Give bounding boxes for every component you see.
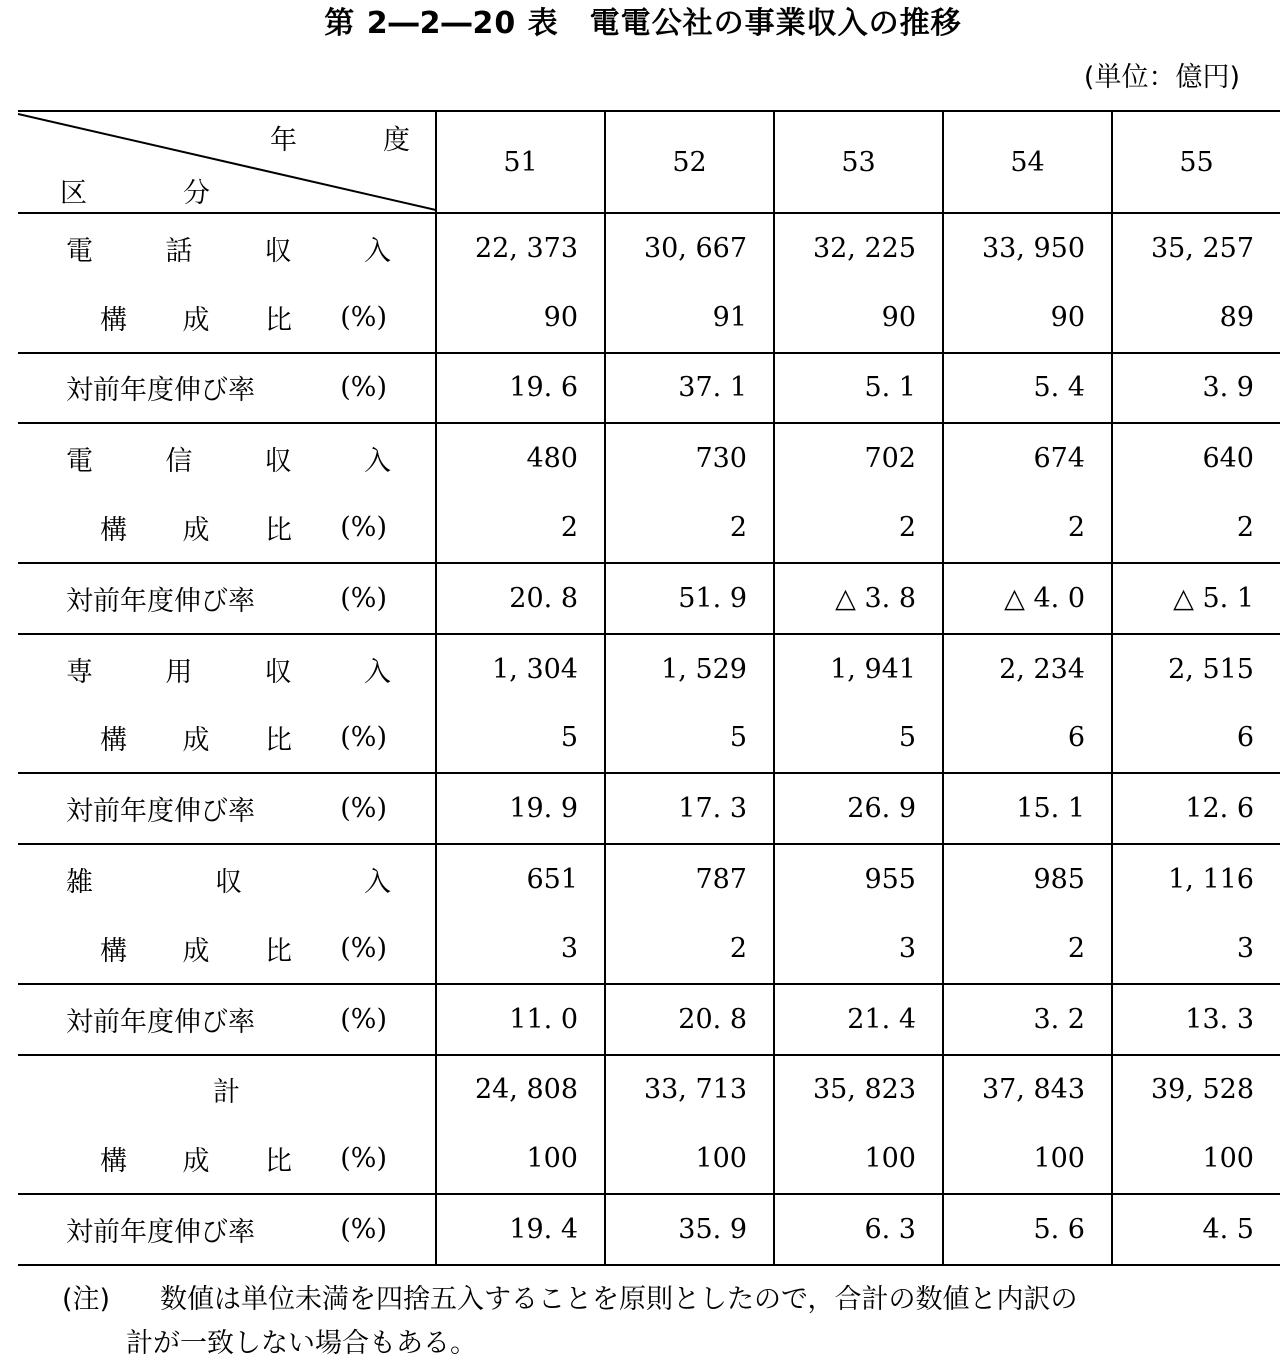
footnote-line-1: 数値は単位未満を四捨五入することを原則としたので，合計の数値と内訳の bbox=[160, 1284, 1078, 1315]
table-row bbox=[18, 213, 1280, 283]
value-cell: 6. 3 bbox=[774, 1194, 943, 1265]
value-cell: 955 bbox=[774, 844, 943, 914]
table-row bbox=[18, 984, 1280, 1055]
share-label-char: 成 bbox=[182, 725, 210, 757]
category-name-char: 収 bbox=[264, 656, 292, 688]
value-cell: 1, 941 bbox=[774, 634, 943, 704]
row-label-cell bbox=[18, 353, 436, 424]
share-label-char: 比 bbox=[265, 935, 292, 967]
value-cell: 19. 4 bbox=[436, 1194, 605, 1265]
value-cell: 20. 8 bbox=[605, 984, 774, 1055]
value-cell: △ 4. 0 bbox=[943, 563, 1112, 634]
value-cell: 2 bbox=[436, 493, 605, 563]
value-cell: 6 bbox=[943, 704, 1112, 774]
header-year-char: 度 bbox=[383, 125, 410, 156]
table-row bbox=[18, 1194, 1280, 1265]
category-name-char: 入 bbox=[363, 235, 391, 267]
category-name-char: 入 bbox=[363, 446, 391, 478]
value-cell: 100 bbox=[943, 1124, 1112, 1194]
growth-label: 対前年度伸び率 bbox=[66, 1217, 255, 1249]
header-year-cell: 55 bbox=[1112, 111, 1280, 213]
value-cell: 26. 9 bbox=[774, 773, 943, 844]
header-category-char: 区 bbox=[60, 178, 87, 209]
value-cell: 5. 1 bbox=[774, 353, 943, 424]
value-cell: 19. 9 bbox=[436, 773, 605, 844]
share-unit: (%) bbox=[340, 1143, 387, 1175]
share-unit: (%) bbox=[340, 301, 387, 333]
value-cell: 90 bbox=[774, 283, 943, 353]
growth-label: 対前年度伸び率 bbox=[66, 1006, 255, 1038]
table-row bbox=[18, 353, 1280, 424]
header-category-char: 分 bbox=[183, 178, 210, 209]
value-cell: 89 bbox=[1112, 283, 1280, 353]
table-row bbox=[18, 283, 1280, 353]
category-name-char: 収 bbox=[264, 235, 292, 267]
header-year-cell: 53 bbox=[774, 111, 943, 213]
share-label-char: 構 bbox=[100, 515, 127, 547]
value-cell: 1, 304 bbox=[436, 634, 605, 704]
value-cell: 100 bbox=[1112, 1124, 1280, 1194]
share-unit: (%) bbox=[340, 722, 387, 754]
share-label-char: 比 bbox=[265, 725, 292, 757]
table-row bbox=[18, 1124, 1280, 1194]
unit-label: (単位：億円) bbox=[1083, 62, 1240, 93]
value-cell: 2, 234 bbox=[943, 634, 1112, 704]
value-cell: 702 bbox=[774, 423, 943, 493]
value-cell: 51. 9 bbox=[605, 563, 774, 634]
value-cell: 33, 950 bbox=[943, 213, 1112, 283]
value-cell: 100 bbox=[605, 1124, 774, 1194]
value-cell: 5. 4 bbox=[943, 353, 1112, 424]
value-cell: 100 bbox=[436, 1124, 605, 1194]
table-row bbox=[18, 914, 1280, 984]
value-cell: 19. 6 bbox=[436, 353, 605, 424]
row-label-cell bbox=[18, 1194, 436, 1265]
row-label-cell bbox=[18, 1124, 436, 1194]
value-cell: 37. 1 bbox=[605, 353, 774, 424]
value-cell: 3 bbox=[1112, 914, 1280, 984]
share-label-char: 成 bbox=[182, 304, 210, 336]
value-cell: 2 bbox=[774, 493, 943, 563]
value-cell: 985 bbox=[943, 844, 1112, 914]
value-cell: 17. 3 bbox=[605, 773, 774, 844]
value-cell: 730 bbox=[605, 423, 774, 493]
row-label-cell bbox=[18, 984, 436, 1055]
value-cell: 3 bbox=[774, 914, 943, 984]
value-cell: 4. 5 bbox=[1112, 1194, 1280, 1265]
value-cell: 15. 1 bbox=[943, 773, 1112, 844]
share-label-char: 比 bbox=[265, 1146, 292, 1178]
table-title: 第 2―2―20 表 電電公社の事業収入の推移 bbox=[324, 6, 962, 41]
category-name-char: 収 bbox=[264, 446, 292, 478]
growth-unit: (%) bbox=[340, 793, 387, 825]
category-name-char: 収 bbox=[215, 867, 242, 899]
value-cell: 2 bbox=[605, 493, 774, 563]
row-label-cell bbox=[18, 844, 436, 914]
share-unit: (%) bbox=[340, 932, 387, 964]
value-cell: 2, 515 bbox=[1112, 634, 1280, 704]
value-cell: 100 bbox=[774, 1124, 943, 1194]
value-cell: 35, 823 bbox=[774, 1055, 943, 1125]
value-cell: 787 bbox=[605, 844, 774, 914]
value-cell: 12. 6 bbox=[1112, 773, 1280, 844]
row-label-cell bbox=[18, 213, 436, 283]
value-cell: 1, 529 bbox=[605, 634, 774, 704]
value-cell: 2 bbox=[943, 493, 1112, 563]
value-cell: 1, 116 bbox=[1112, 844, 1280, 914]
category-name-char: 話 bbox=[165, 235, 193, 267]
growth-unit: (%) bbox=[340, 582, 387, 614]
value-cell: 32, 225 bbox=[774, 213, 943, 283]
value-cell: △ 3. 8 bbox=[774, 563, 943, 634]
value-cell: 35, 257 bbox=[1112, 213, 1280, 283]
share-label-char: 構 bbox=[100, 935, 127, 967]
row-label-cell bbox=[18, 914, 436, 984]
header-corner-cell bbox=[18, 111, 436, 213]
header-category-label bbox=[60, 171, 210, 210]
share-unit: (%) bbox=[340, 512, 387, 544]
share-label-char: 成 bbox=[182, 935, 210, 967]
row-label-cell bbox=[18, 634, 436, 704]
value-cell: 91 bbox=[605, 283, 774, 353]
growth-unit: (%) bbox=[340, 1003, 387, 1035]
value-cell: 2 bbox=[943, 914, 1112, 984]
value-cell: 5 bbox=[436, 704, 605, 774]
value-cell: 651 bbox=[436, 844, 605, 914]
category-name-char: 電 bbox=[66, 446, 93, 478]
value-cell: 5 bbox=[774, 704, 943, 774]
header-row bbox=[18, 111, 1280, 213]
table-row bbox=[18, 493, 1280, 563]
header-year-cell: 51 bbox=[436, 111, 605, 213]
value-cell: 3 bbox=[436, 914, 605, 984]
category-name-char: 入 bbox=[364, 867, 391, 899]
value-cell: 33, 713 bbox=[605, 1055, 774, 1125]
header-year-char: 年 bbox=[270, 125, 297, 156]
share-label-char: 比 bbox=[265, 515, 292, 547]
value-cell: 39, 528 bbox=[1112, 1055, 1280, 1125]
value-cell: 11. 0 bbox=[436, 984, 605, 1055]
share-label-char: 構 bbox=[100, 304, 127, 336]
value-cell: 3. 9 bbox=[1112, 353, 1280, 424]
category-name-char: 専 bbox=[66, 656, 93, 688]
value-cell: 480 bbox=[436, 423, 605, 493]
share-label-char: 成 bbox=[182, 515, 210, 547]
row-label-cell bbox=[18, 423, 436, 493]
table-row bbox=[18, 844, 1280, 914]
table-row bbox=[18, 563, 1280, 634]
header-year-label bbox=[270, 118, 410, 157]
table-row bbox=[18, 704, 1280, 774]
row-label-cell bbox=[18, 563, 436, 634]
value-cell: 37, 843 bbox=[943, 1055, 1112, 1125]
header-year-cell: 54 bbox=[943, 111, 1112, 213]
category-name-char: 用 bbox=[165, 656, 193, 688]
category-name-char: 信 bbox=[165, 446, 193, 478]
row-label-cell bbox=[18, 493, 436, 563]
value-cell: △ 5. 1 bbox=[1112, 563, 1280, 634]
growth-label: 対前年度伸び率 bbox=[66, 375, 255, 407]
row-label-cell bbox=[18, 773, 436, 844]
table-row bbox=[18, 634, 1280, 704]
row-label-cell bbox=[18, 283, 436, 353]
category-name-char: 計 bbox=[213, 1077, 240, 1109]
growth-label: 対前年度伸び率 bbox=[66, 585, 255, 617]
share-label-char: 成 bbox=[182, 1146, 210, 1178]
share-label-char: 比 bbox=[265, 304, 292, 336]
category-name-char: 入 bbox=[363, 656, 391, 688]
value-cell: 2 bbox=[605, 914, 774, 984]
value-cell: 30, 667 bbox=[605, 213, 774, 283]
category-name-char: 電 bbox=[66, 235, 93, 267]
table-row bbox=[18, 773, 1280, 844]
value-cell: 13. 3 bbox=[1112, 984, 1280, 1055]
value-cell: 24, 808 bbox=[436, 1055, 605, 1125]
growth-label: 対前年度伸び率 bbox=[66, 796, 255, 828]
footnote-line-2: 計が一致しない場合もある。 bbox=[126, 1328, 477, 1359]
revenue-table bbox=[18, 110, 1280, 1266]
value-cell: 640 bbox=[1112, 423, 1280, 493]
value-cell: 35. 9 bbox=[605, 1194, 774, 1265]
value-cell: 90 bbox=[943, 283, 1112, 353]
value-cell: 21. 4 bbox=[774, 984, 943, 1055]
growth-unit: (%) bbox=[340, 372, 387, 404]
row-label-cell bbox=[18, 704, 436, 774]
header-year-cell: 52 bbox=[605, 111, 774, 213]
value-cell: 3. 2 bbox=[943, 984, 1112, 1055]
footnote-mark: (注) bbox=[62, 1284, 111, 1315]
share-label-char: 構 bbox=[100, 1146, 127, 1178]
value-cell: 20. 8 bbox=[436, 563, 605, 634]
value-cell: 22, 373 bbox=[436, 213, 605, 283]
value-cell: 5 bbox=[605, 704, 774, 774]
value-cell: 90 bbox=[436, 283, 605, 353]
table-row bbox=[18, 423, 1280, 493]
category-name-char: 雑 bbox=[66, 867, 93, 899]
table-row bbox=[18, 1055, 1280, 1125]
value-cell: 674 bbox=[943, 423, 1112, 493]
value-cell: 2 bbox=[1112, 493, 1280, 563]
value-cell: 6 bbox=[1112, 704, 1280, 774]
row-label-cell bbox=[18, 1055, 436, 1125]
value-cell: 5. 6 bbox=[943, 1194, 1112, 1265]
growth-unit: (%) bbox=[340, 1214, 387, 1246]
share-label-char: 構 bbox=[100, 725, 127, 757]
